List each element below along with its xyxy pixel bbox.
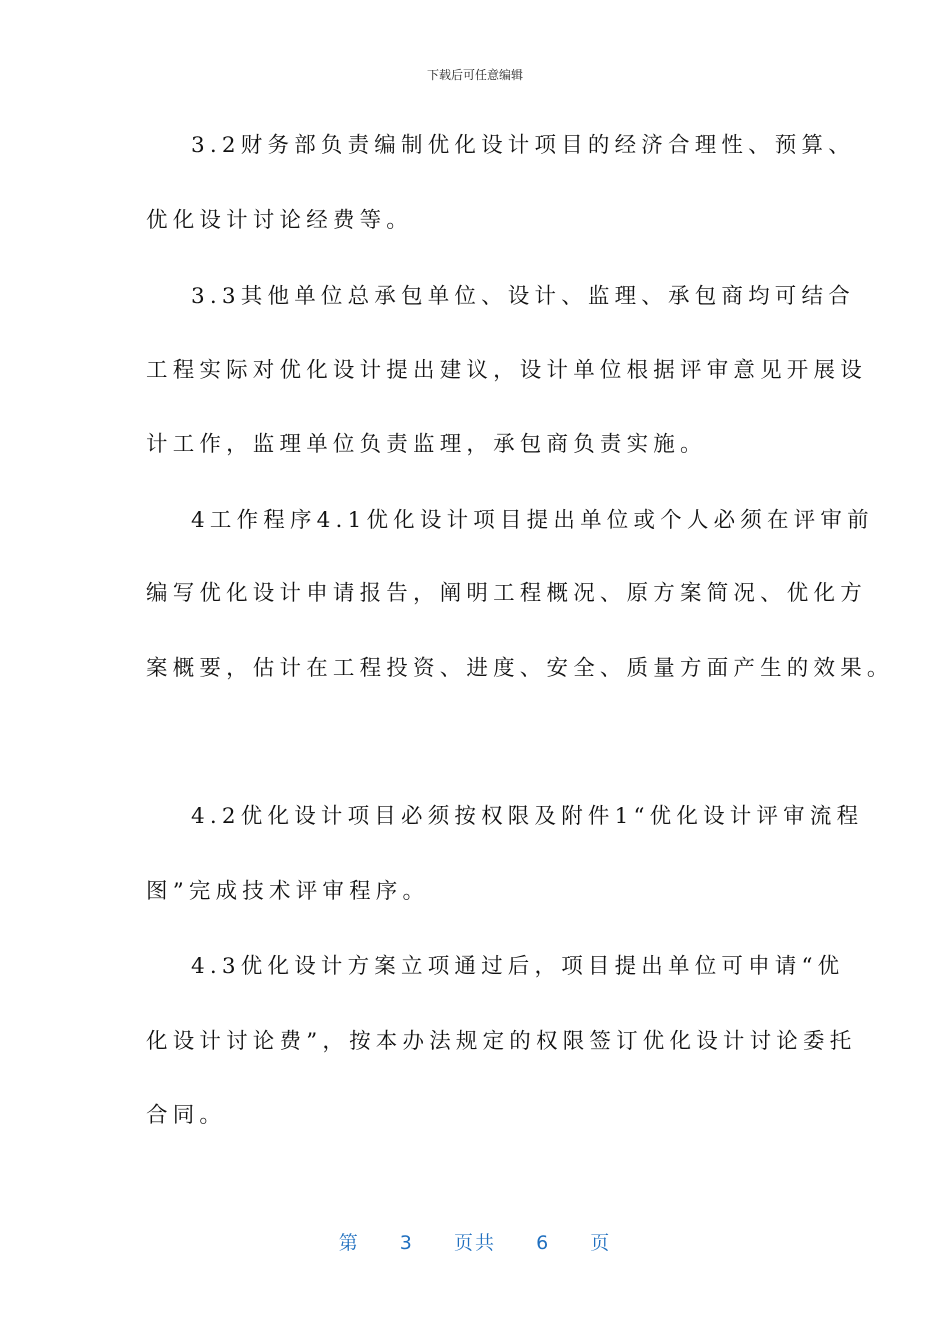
text-line: 编写优化设计申请报告，阐明工程概况、原方案简况、优化方 — [146, 581, 867, 606]
text-line: 图”完成技术评审程序。 — [146, 879, 430, 904]
text-line: 3.2财务部负责编制优化设计项目的经济合理性、预算、 — [191, 133, 855, 158]
text-line: 4.2优化设计项目必须按权限及附件1“优化设计评审流程 — [191, 804, 864, 829]
page-number — [0, 1228, 950, 1255]
current-page: 3 — [399, 1232, 414, 1254]
text-line: 案概要，估计在工程投资、进度、安全、质量方面产生的效果。 — [146, 656, 894, 681]
text-line: 优化设计讨论经费等。 — [146, 208, 414, 233]
text-line: 工程实际对优化设计提出建议，设计单位根据评审意见开展设 — [146, 358, 867, 383]
text-line: 化设计讨论费”，按本办法规定的权限签订优化设计讨论委托 — [146, 1029, 857, 1054]
text-line: 合同。 — [146, 1103, 227, 1128]
header-note: 下载后可任意编辑 — [426, 68, 523, 82]
text-line: 4.3优化设计方案立项通过后，项目提出单位可申请“优 — [191, 954, 845, 979]
page-prefix: 第 — [338, 1232, 360, 1254]
page-suffix: 页 — [590, 1232, 612, 1254]
text-line: 3.3其他单位总承包单位、设计、监理、承包商均可结合 — [191, 284, 855, 309]
page-mid: 页共 — [453, 1232, 496, 1254]
text-line: 计工作，监理单位负责监理，承包商负责实施。 — [146, 432, 707, 457]
text-line: 4工作程序4.1优化设计项目提出单位或个人必须在评审前 — [191, 508, 874, 533]
total-pages: 6 — [536, 1232, 551, 1254]
